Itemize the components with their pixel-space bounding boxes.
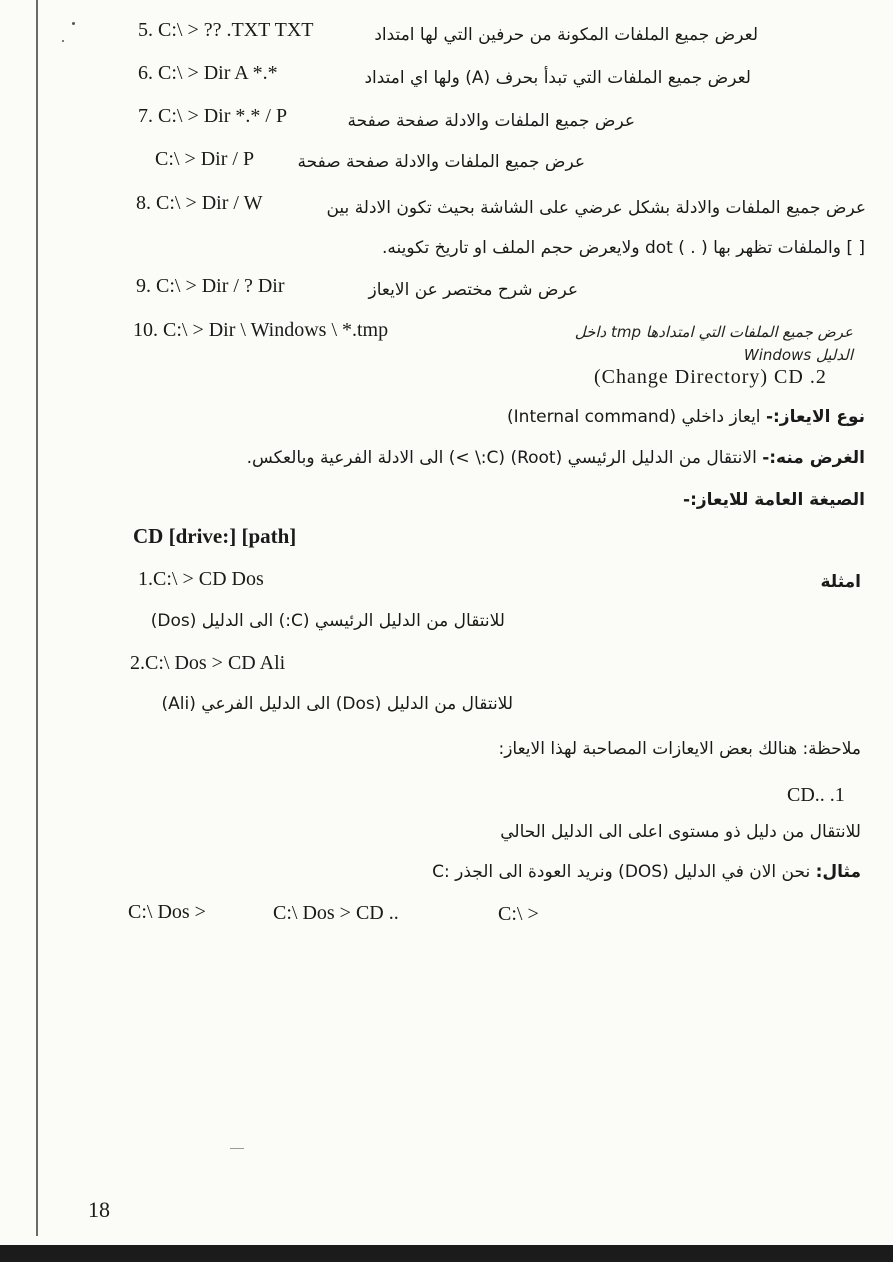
item-8-description: عرض جميع الملفات والادلة بشكل عرضي على الشاشة بحيث تكون الادلة بين bbox=[326, 198, 866, 218]
item-9-description: عرض شرح مختصر عن الايعاز bbox=[368, 280, 578, 300]
command-type bbox=[507, 405, 865, 429]
item-7b-description: عرض جميع الملفات والادلة صفحة صفحة bbox=[297, 152, 585, 172]
example-note bbox=[432, 860, 861, 884]
command-type-value: ايعاز داخلي (Internal command) bbox=[507, 407, 761, 427]
item-6-description: لعرض جميع الملفات التي تبدأ بحرف (A) ولها اي امتداد bbox=[364, 68, 751, 88]
section-heading: (Change Directory) CD .2 bbox=[594, 366, 827, 388]
example-2-command: 2.C:\ Dos > CD Ali bbox=[130, 652, 286, 674]
note bbox=[498, 737, 861, 761]
example-note-label: مثال: bbox=[815, 862, 861, 882]
item-5-command: 5. C:\ > ?? .TXT TXT bbox=[138, 19, 314, 41]
page-number: 18 bbox=[88, 1197, 110, 1222]
item-5-description: لعرض جميع الملفات المكونة من حرفين التي لها امتداد bbox=[374, 25, 758, 45]
item-10-command: 10. C:\ > Dir \ Windows \ *.tmp bbox=[133, 319, 389, 341]
note-label: ملاحظة: bbox=[802, 739, 861, 759]
example-1-command: 1.C:\ > CD Dos bbox=[138, 568, 264, 590]
binding-edge bbox=[36, 0, 38, 1236]
sequence-step-3: C:\ > bbox=[498, 903, 539, 925]
item-6-command: 6. C:\ > Dir A *.* bbox=[138, 62, 278, 84]
sub-command-1: CD.. .1 bbox=[787, 784, 845, 806]
syntax: CD [drive:] [path] bbox=[133, 524, 297, 548]
command-purpose bbox=[247, 446, 865, 470]
item-7-command: 7. C:\ > Dir *.* / P bbox=[138, 105, 288, 127]
syntax-label: الصيغة العامة للايعاز:- bbox=[683, 490, 865, 510]
item-10-handwritten-description-cont: الدليل Windows bbox=[743, 346, 853, 364]
sub-command-1-description: للانتقال من دليل ذو مستوى اعلى الى الدليل الحالي bbox=[500, 822, 861, 842]
item-9-command: 9. C:\ > Dir / ? Dir bbox=[136, 275, 285, 297]
example-2-description: للانتقال من الدليل (Dos) الى الدليل الفرعي (Ali) bbox=[161, 694, 513, 714]
example-note-value: نحن الان في الدليل (DOS) ونريد العودة الى الجذر :C bbox=[432, 862, 811, 882]
item-10-handwritten-description: عرض جميع الملفات التي امتدادها tmp داخل bbox=[574, 323, 853, 341]
command-purpose-value: الانتقال من الدليل الرئيسي (Root) (C:\ >) الى الادلة الفرعية وبالعكس. bbox=[246, 448, 757, 468]
example-1-description: للانتقال من الدليل الرئيسي (C:) الى الدليل (Dos) bbox=[150, 611, 505, 631]
sequence-step-2: C:\ Dos > CD .. bbox=[273, 902, 399, 924]
scan-mark bbox=[230, 1148, 244, 1149]
scan-speck bbox=[62, 40, 64, 42]
examples-label: امثلة bbox=[820, 572, 861, 592]
item-7b-command: C:\ > Dir / P bbox=[155, 148, 255, 170]
command-type-label: نوع الايعاز:- bbox=[765, 407, 865, 427]
note-value: هنالك بعض الايعازات المصاحبة لهذا الايعاز: bbox=[498, 739, 798, 759]
command-purpose-label: الغرض منه:- bbox=[762, 448, 865, 468]
item-7-description: عرض جميع الملفات والادلة صفحة صفحة bbox=[347, 111, 635, 131]
scan-speck bbox=[72, 22, 75, 25]
scan-bottom-border bbox=[0, 1245, 893, 1262]
sequence-step-1: C:\ Dos > bbox=[128, 901, 206, 923]
item-8-description-cont: [ ] والملفات تظهر بها ( . ) dot ولايعرض حجم الملف او تاريخ تكوينه. bbox=[381, 238, 865, 258]
item-8-command: 8. C:\ > Dir / W bbox=[136, 192, 263, 214]
